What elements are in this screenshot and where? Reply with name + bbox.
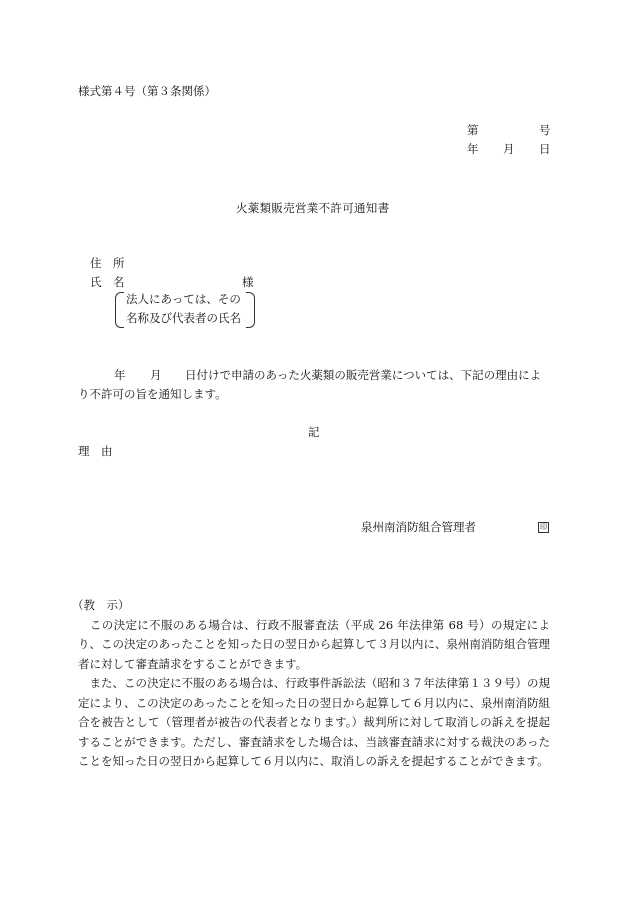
issuer-name: 泉州南消防組合管理者 bbox=[361, 520, 476, 534]
ki-marker: 記 bbox=[308, 425, 320, 439]
document-title: 火薬類販売営業不許可通知書 bbox=[236, 201, 390, 215]
note-bracket-right bbox=[246, 292, 255, 328]
date-year: 年 bbox=[467, 142, 479, 156]
address-label: 住 所 bbox=[90, 256, 125, 270]
body-line-1: 日付けで申請のあった火薬類の販売営業については、下記の理由によ bbox=[185, 368, 542, 382]
seal-icon: 印 bbox=[540, 523, 547, 531]
form-id: 様式第４号（第３条関係） bbox=[78, 84, 216, 98]
body-year: 年 bbox=[114, 368, 126, 382]
note-line-1: 法人にあっては、その bbox=[126, 292, 241, 306]
date-day: 日 bbox=[539, 142, 551, 156]
note-bracket-left bbox=[115, 292, 124, 328]
reason-label: 理 由 bbox=[78, 444, 113, 458]
body-month: 月 bbox=[150, 368, 162, 382]
honorific: 様 bbox=[242, 275, 254, 289]
date-month: 月 bbox=[503, 142, 515, 156]
note-line-2: 名称及び代表者の氏名 bbox=[126, 311, 241, 325]
notice-section bbox=[72, 596, 550, 772]
name-label: 氏 名 bbox=[90, 275, 125, 289]
body-line-2: り不許可の旨を通知します。 bbox=[78, 387, 227, 401]
notice-heading: （教 示） bbox=[72, 598, 130, 612]
doc-number-suffix: 号 bbox=[539, 123, 551, 137]
notice-paragraph-1: この決定に不服のある場合は、行政不服審査法（平成 26 年法律第 68 号）の規定により、この決定のあったことを知った日の翌日から起算して３月以内に、泉州南消防組合管理者に対して審査請求をすることができます。 bbox=[78, 617, 550, 671]
notice-paragraph-2: また、この決定に不服のある場合は、行政事件訴訟法（昭和３７年法律第１３９号）の規定により、この決定のあったことを知った日の翌日から起算して６月以内に、泉州南消防組合を被告として（管理者が被告の代表者となります。）裁判所に対して取消しの訴えを提起することができます。ただし、審査請求をした場合は、当該審査請求に対する裁決のあったことを知った日の翌日から起算して６月以内に、取消しの訴えを提起することができます。 bbox=[78, 676, 550, 768]
doc-number-prefix: 第 bbox=[467, 123, 479, 137]
